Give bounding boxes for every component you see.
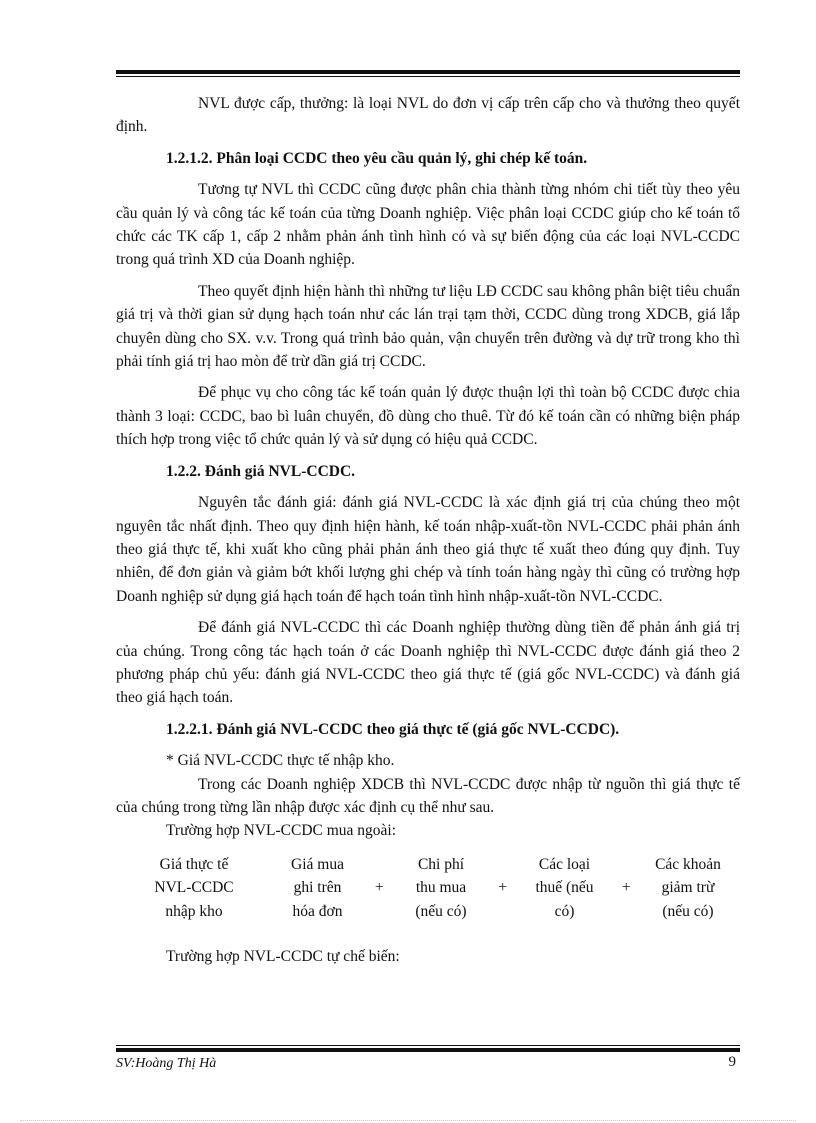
formula-line: thu mua <box>415 879 467 897</box>
formula-line: (nếu có) <box>415 902 467 920</box>
formula-term <box>146 853 242 923</box>
footer-author: SV:Hoàng Thị Hà <box>116 1056 217 1071</box>
paragraph: NVL được cấp, thưởng: là loại NVL do đơn vị cấp trên cấp cho và thưởng theo quyết định. <box>116 95 740 136</box>
formula-line: (nếu có) <box>662 902 714 920</box>
formula-term <box>270 853 366 923</box>
header-rule-thick <box>116 70 740 74</box>
formula-line: Giá thực tế <box>159 855 229 873</box>
paragraph: Để đánh giá NVL-CCDC thì các Doanh nghiệp thường dùng tiền để phản ánh giá trị của chúng. Trong công tác hạch toán ở các Doanh nghiệp thì NVL-CCDC được đánh giá theo 2 phương pháp chủ yếu: đánh giá NVL-CCDC theo giá thực tế (giá gốc NVL-CCDC) và đánh giá theo giá hạch toán. <box>116 619 740 707</box>
section-heading: 1.2.2. Đánh giá NVL-CCDC. <box>166 462 356 480</box>
paragraph: Theo quyết định hiện hành thì những tư liệu LĐ CCDC sau không phân biệt tiêu chuẩn giá trị và thời gian sử dụng hạch toán như các lán trại tạm thời, CCDC dùng trong XDCB, giá lắp chuyên dùng cho SX. v.v. Trong quá trình bảo quản, vận chuyển trên đường và dự trữ trong kho thì phải tính giá trị hao mòn để trừ dần giá trị CCDC. <box>116 282 740 371</box>
plus-sign: + <box>498 879 508 897</box>
plus-sign: + <box>621 879 631 897</box>
paragraph: * Giá NVL-CCDC thực tế nhập kho. <box>166 752 395 770</box>
section-heading: 1.2.2.1. Đánh giá NVL-CCDC theo giá thực tế (giá gốc NVL-CCDC). <box>166 720 620 738</box>
paragraph: Trong các Doanh nghiệp XDCB thì NVL-CCDC được nhập từ nguồn thì giá thực tế của chúng trong từng lần nhập được xác định cụ thể như sau. <box>116 775 740 816</box>
formula-line: có) <box>554 902 575 920</box>
formula-line: Các loại <box>538 855 591 873</box>
formula-term <box>393 853 489 923</box>
formula-line: Giá mua <box>291 855 344 873</box>
section-heading: 1.2.1.2. Phân loại CCDC theo yêu cầu quản lý, ghi chép kế toán. <box>166 149 588 167</box>
page-body <box>116 92 740 968</box>
paragraph: Nguyên tắc đánh giá: đánh giá NVL-CCDC là xác định giá trị của chúng theo một nguyên tắc nhất định. Theo quy định hiện hành, kế toán nhập-xuất-tồn NVL-CCDC phải phản ánh theo giá thực tế, khi xuất kho cũng phải phản ánh theo giá thực tế xuất theo đúng quy định. Tuy nhiên, để đơn giản và giảm bớt khối lượng ghi chép và tính toán hàng ngày thì cũng có trường hợp Doanh nghiệp sử dụng giá hạch toán để hạch toán tình hình nhập-xuất-tồn NVL-CCDC. <box>116 494 740 605</box>
paragraph: Trường hợp NVL-CCDC tự chế biến: <box>166 948 400 965</box>
formula-line: Chi phí <box>417 855 465 873</box>
paragraph: Tương tự NVL thì CCDC cũng được phân chia thành từng nhóm chi tiết tùy theo yêu cầu quản lý và công tác kế toán của từng Doanh nghiệp. Việc phân loại CCDC giúp cho kế toán tổ chức các TK cấp 1, cấp 2 nhằm phản ánh tình hình có và sự biến động của các loại NVL-CCDC trong quá trình XD của Doanh nghiệp. <box>116 181 740 269</box>
page-edge <box>20 1120 796 1121</box>
formula-line: ghi trên <box>293 879 342 897</box>
price-formula <box>116 853 740 923</box>
formula-term <box>640 853 736 923</box>
footer-rule-thick <box>116 1048 740 1052</box>
page-number: 9 <box>728 1054 736 1070</box>
paragraph: Trường hợp NVL-CCDC mua ngoài: <box>166 822 397 840</box>
formula-term <box>517 853 613 923</box>
formula-line: NVL-CCDC <box>154 879 234 897</box>
plus-sign: + <box>374 879 384 897</box>
header-rule-thin <box>116 76 740 77</box>
formula-line: Các khoản <box>655 855 721 873</box>
formula-line: giảm trừ <box>661 879 715 897</box>
formula-line: thuế (nếu <box>535 879 594 897</box>
footer-rule-thin <box>116 1045 740 1046</box>
formula-line: hóa đơn <box>292 902 343 920</box>
formula-line: nhập kho <box>165 902 223 920</box>
paragraph: Để phục vụ cho công tác kế toán quản lý được thuận lợi thì toàn bộ CCDC được chia thành 3 loại: CCDC, bao bì luân chuyển, đồ dùng cho thuê. Từ đó kế toán cần có những biện pháp thích hợp trong việc tổ chức quản lý và sử dụng có hiệu quả CCDC. <box>116 384 740 449</box>
